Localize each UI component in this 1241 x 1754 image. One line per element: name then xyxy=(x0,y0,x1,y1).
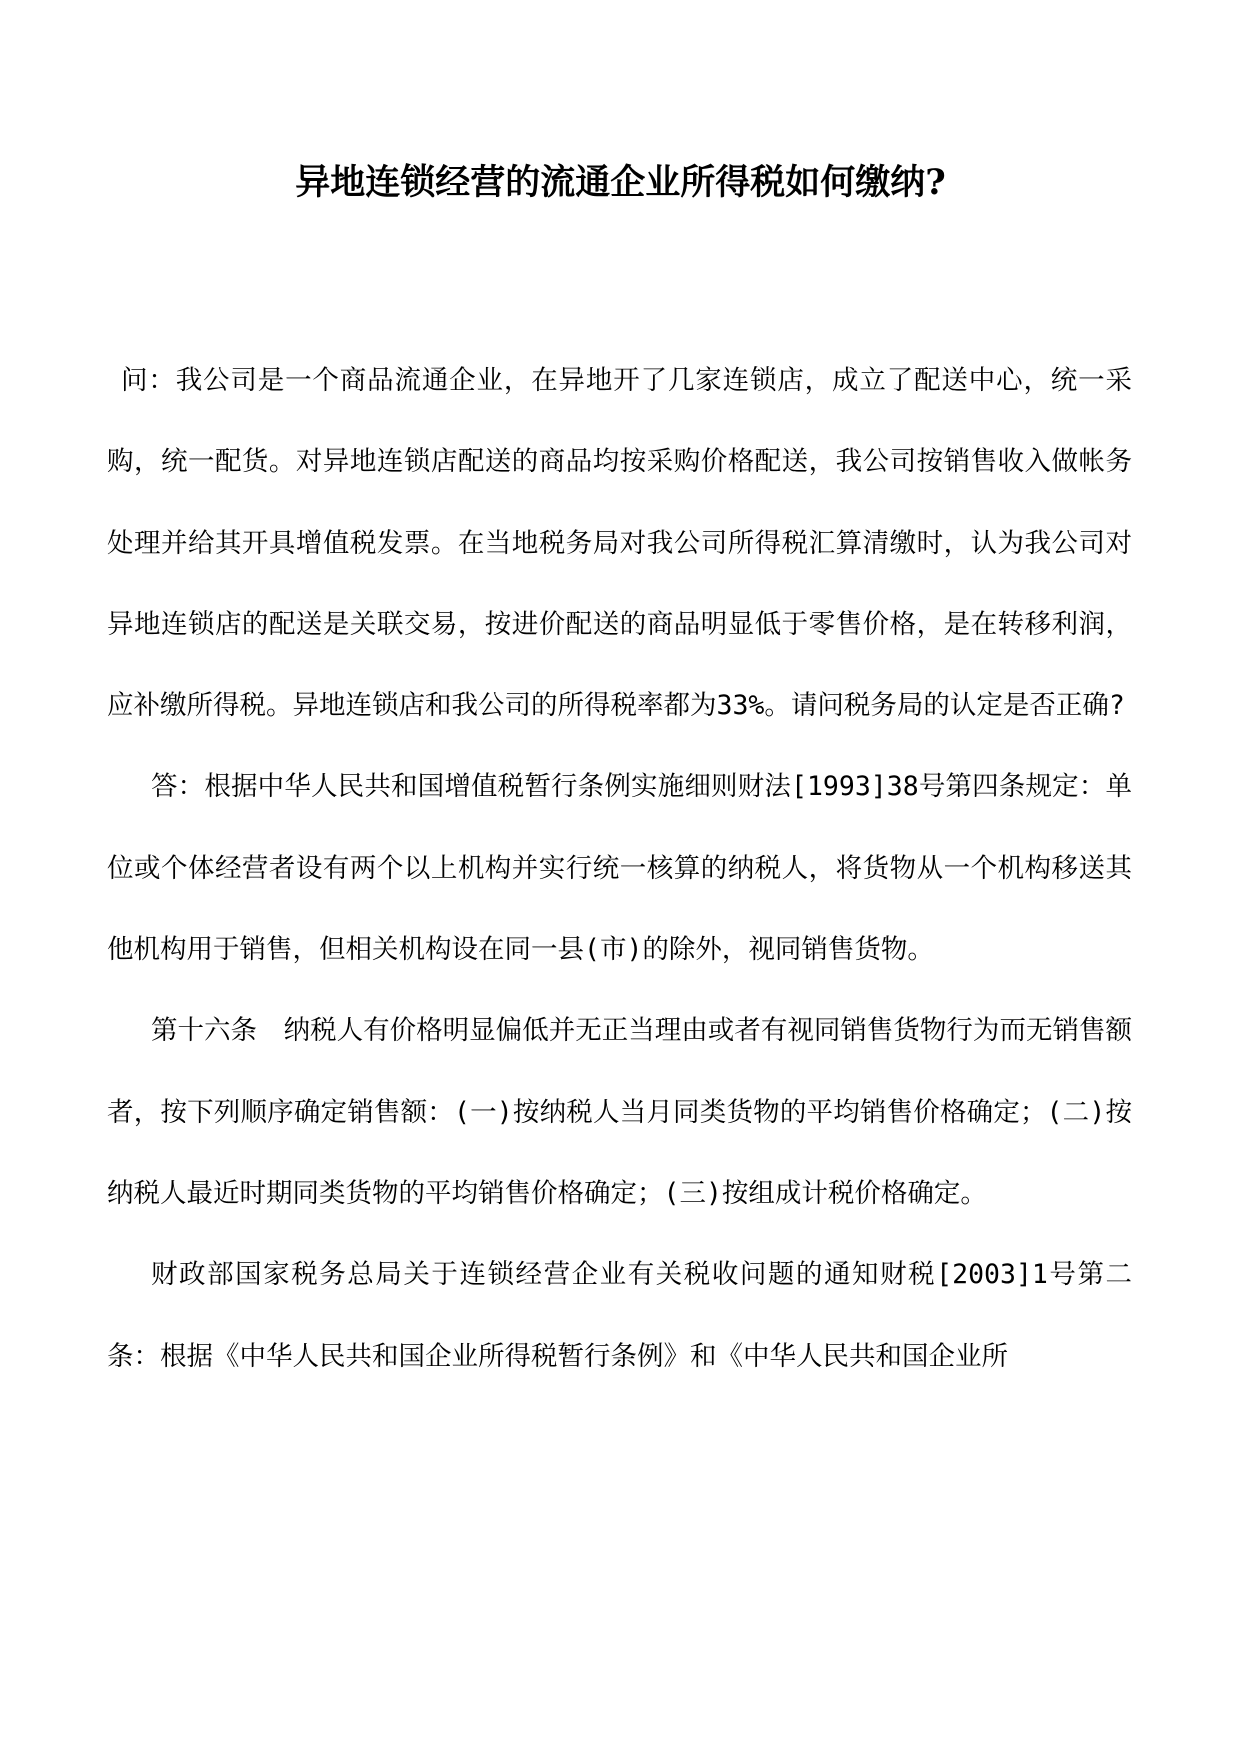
question-paragraph: 问：我公司是一个商品流通企业，在异地开了几家连锁店，成立了配送中心，统一采购，统一配货。对异地连锁店配送的商品均按采购价格配送，我公司按销售收入做帐务处理并给其开具增值税发票。在当地税务局对我公司所得税汇算清缴时，认为我公司对异地连锁店的配送是关联交易，按进价配送的商品明显低于零售价格，是在转移利润，应补缴所得税。异地连锁店和我公司的所得税率都为33%。请问税务局的认定是否正确? xyxy=(107,365,1132,722)
answer-paragraph: 答：根据中华人民共和国增值税暂行条例实施细则财法[1993]38号第四条规定：单位或个体经营者设有两个以上机构并实行统一核算的纳税人，将货物从一个机构移送其他机构用于销售，但相关机构设在同一县(市)的除外，视同销售货物。 xyxy=(107,771,1132,966)
document-title: 异地连锁经营的流通企业所得税如何缴纳? xyxy=(295,162,946,203)
document-body xyxy=(107,340,1132,1397)
article-16-paragraph: 第十六条 纳税人有价格明显偏低并无正当理由或者有视同销售货物行为而无销售额者，按下列顺序确定销售额：(一)按纳税人当月同类货物的平均销售价格确定；(二)按纳税人最近时期同类货物的平均销售价格确定；(三)按组成计税价格确定。 xyxy=(107,1015,1132,1209)
notice-paragraph: 财政部国家税务总局关于连锁经营企业有关税收问题的通知财税[2003]1号第二条：根据《中华人民共和国企业所得税暂行条例》和《中华人民共和国企业所 xyxy=(107,1259,1132,1372)
